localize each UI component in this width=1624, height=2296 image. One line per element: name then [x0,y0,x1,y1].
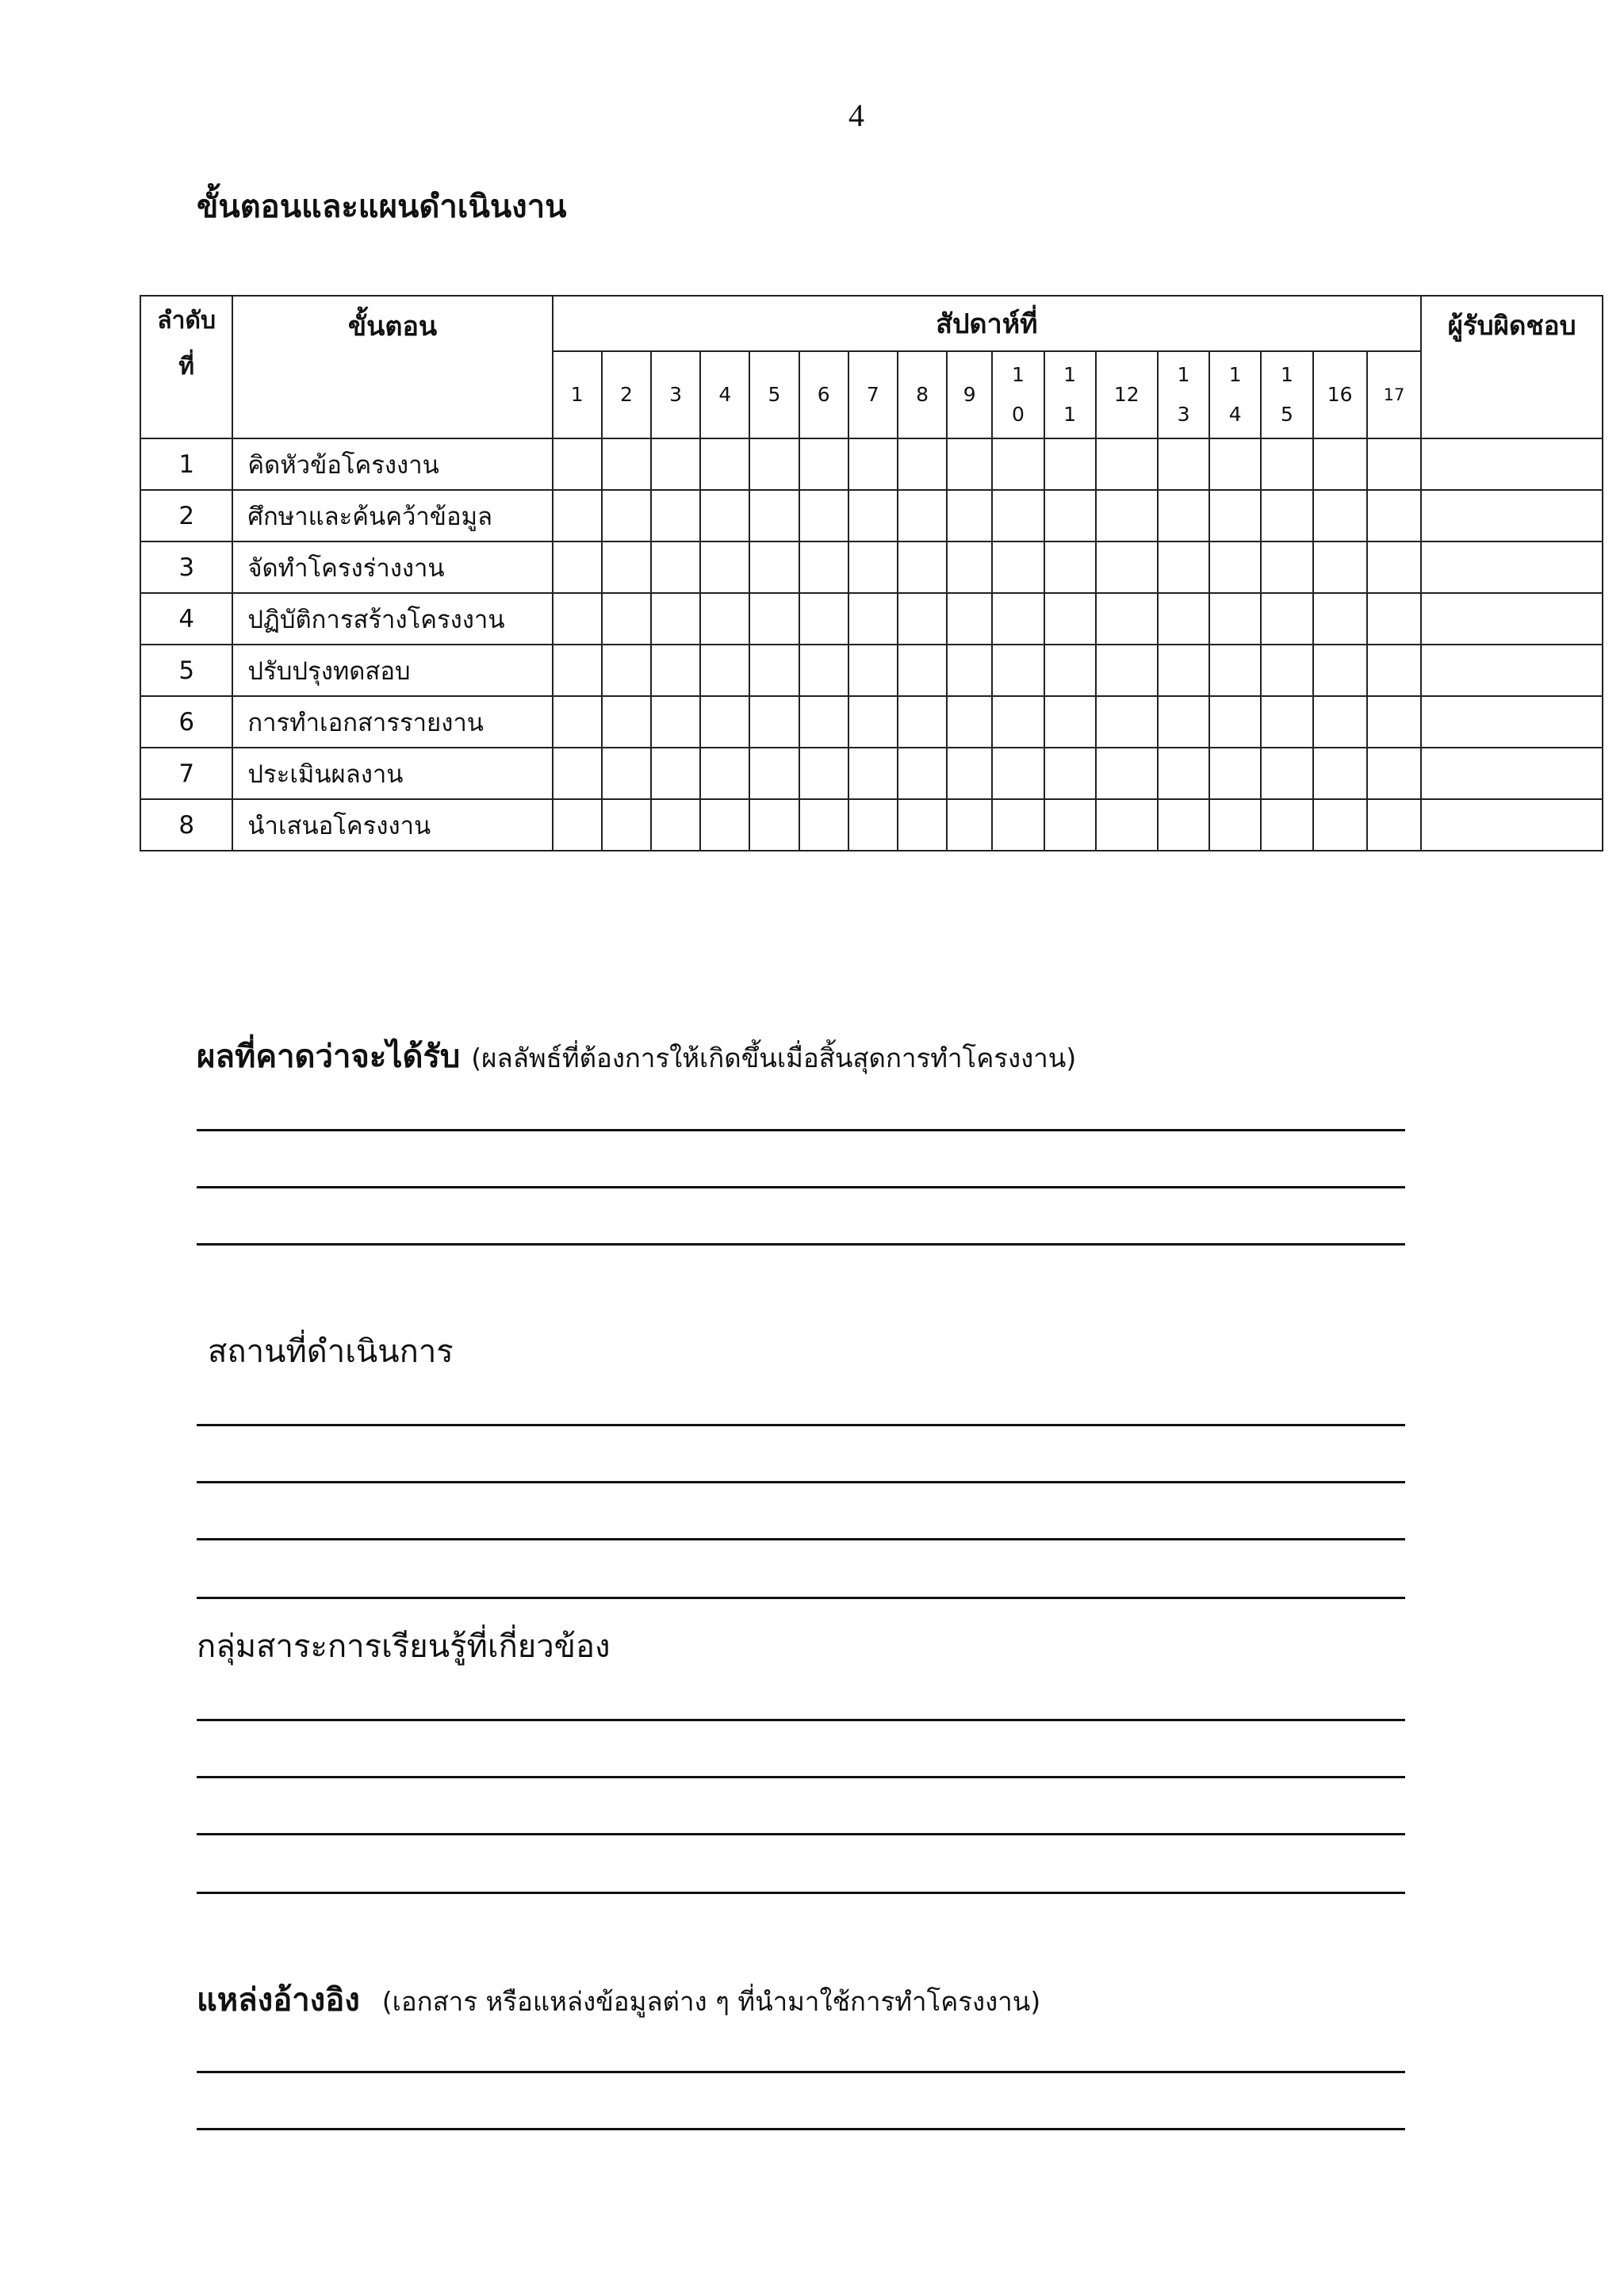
week-cell [700,645,749,696]
week-cell [553,438,602,490]
week-number-header [1096,351,1158,438]
week-cell [1209,593,1261,645]
week-cell [1158,748,1209,799]
week-cell [602,799,651,851]
learning-area-heading: กลุ่มสาระการเรียนรู้ที่เกี่ยวข้อง [197,1628,611,1665]
week-cell [1261,696,1312,748]
week-cell [1313,490,1367,541]
week-cell [1313,799,1367,851]
week-number-part: 8 [916,383,929,406]
week-cell [947,593,992,645]
table-row [140,645,1603,696]
week-cell [898,799,947,851]
week-cell [992,490,1044,541]
week-cell [1158,438,1209,490]
week-cell [700,748,749,799]
week-number-part: 3 [669,383,683,406]
week-cell [1044,645,1096,696]
week-cell [898,490,947,541]
week-cell [1313,438,1367,490]
row-number: 2 [140,490,232,541]
step-name: จัดทำโครงร่างงาน [232,541,552,593]
week-cell [1209,696,1261,748]
week-cell [947,748,992,799]
week-number-header [651,351,700,438]
table-row [140,438,1603,490]
week-cell [1367,490,1421,541]
week-cell [992,438,1044,490]
week-number-header [1367,351,1421,438]
responsible-cell [1421,799,1603,851]
table-row [140,748,1603,799]
week-cell [1096,438,1158,490]
week-cell [700,593,749,645]
week-cell [992,748,1044,799]
week-cell [1313,541,1367,593]
week-number-part: 5 [1280,403,1293,426]
row-number: 8 [140,799,232,851]
week-cell [1044,490,1096,541]
week-cell [848,696,898,748]
week-number-part: 2 [619,383,633,406]
week-number-part: 3 [1177,403,1190,426]
week-cell [992,696,1044,748]
week-cell [1261,593,1312,645]
week-cell [700,541,749,593]
week-cell [898,438,947,490]
answer-line [197,1186,1405,1188]
answer-line [197,2128,1405,2130]
expected-results-subtitle: (ผลลัพธ์ที่ต้องการให้เกิดขึ้นเมื่อสิ้นสุดการทำโครงงาน) [471,1043,1077,1073]
week-cell [700,438,749,490]
responsible-cell [1421,696,1603,748]
week-number-part: 16 [1327,383,1353,406]
order-header-line-1: ลำดับ [157,307,216,335]
week-cell [1158,645,1209,696]
week-cell [651,645,700,696]
week-cell [1158,593,1209,645]
week-cell [1261,490,1312,541]
week-number-part: 5 [768,383,781,406]
answer-line [197,1243,1405,1246]
week-cell [1313,593,1367,645]
week-cell [799,541,848,593]
week-number-header [553,351,602,438]
week-number-part: 1 [1063,403,1077,426]
row-number: 4 [140,593,232,645]
week-number-part: 6 [817,383,830,406]
week-cell [651,438,700,490]
week-number-header [992,351,1044,438]
row-number: 1 [140,438,232,490]
step-name: คิดหัวข้อโครงงาน [232,438,552,490]
week-cell [553,645,602,696]
plan-schedule-table [140,295,1603,851]
week-cell [1096,748,1158,799]
week-cell [1261,541,1312,593]
week-cell [992,541,1044,593]
week-number-part: 1 [1228,363,1242,386]
responsible-cell [1421,748,1603,799]
answer-line [197,1776,1405,1778]
week-cell [1044,748,1096,799]
week-cell [947,541,992,593]
week-number-part: 1 [1177,363,1190,386]
week-cell [749,748,799,799]
week-cell [848,799,898,851]
week-cell [1367,748,1421,799]
order-column-header [140,296,232,438]
week-cell [651,490,700,541]
week-cell [602,541,651,593]
week-cell [602,645,651,696]
week-number-header [1044,351,1096,438]
weeks-column-header: สัปดาห์ที่ [553,296,1422,351]
week-cell [947,696,992,748]
week-cell [749,799,799,851]
week-cell [602,593,651,645]
week-cell [1209,748,1261,799]
table-row [140,593,1603,645]
week-cell [1096,696,1158,748]
week-cell [1096,593,1158,645]
week-cell [1367,799,1421,851]
order-header-line-2: ที่ [178,353,195,381]
week-cell [651,541,700,593]
week-cell [1096,645,1158,696]
week-cell [1158,490,1209,541]
week-cell [1313,696,1367,748]
week-cell [700,696,749,748]
week-number-part: 7 [866,383,879,406]
week-cell [799,748,848,799]
week-cell [848,438,898,490]
week-cell [553,799,602,851]
week-cell [602,438,651,490]
week-cell [602,696,651,748]
week-cell [1367,696,1421,748]
week-cell [799,490,848,541]
week-cell [898,645,947,696]
answer-line [197,1481,1405,1483]
week-number-header [1209,351,1261,438]
table-row [140,799,1603,851]
week-cell [898,748,947,799]
week-cell [1261,645,1312,696]
week-number-part: 4 [718,383,732,406]
week-number-part: 12 [1113,383,1139,406]
answer-line [197,1833,1405,1835]
week-cell [1209,645,1261,696]
week-cell [848,541,898,593]
references-subtitle: (เอกสาร หรือแหล่งข้อมูลต่าง ๆ ที่นำมาใช้การทำโครงงาน) [381,1986,1041,2017]
references-heading [197,1974,1040,2025]
week-cell [1044,799,1096,851]
week-cell [749,696,799,748]
week-number-header [602,351,651,438]
week-cell [553,748,602,799]
row-number: 7 [140,748,232,799]
week-cell [1044,593,1096,645]
references-title: แหล่งอ้างอิง [197,1982,360,2019]
answer-line [197,1719,1405,1721]
week-cell [651,748,700,799]
week-cell [749,490,799,541]
responsible-cell [1421,541,1603,593]
week-cell [651,593,700,645]
week-cell [749,645,799,696]
location-heading: สถานที่ดำเนินการ [208,1334,454,1370]
week-cell [1044,438,1096,490]
week-cell [898,541,947,593]
week-cell [749,593,799,645]
week-cell [553,696,602,748]
week-cell [1096,799,1158,851]
week-cell [1261,438,1312,490]
week-cell [1044,541,1096,593]
week-cell [799,645,848,696]
row-number: 6 [140,696,232,748]
week-cell [700,799,749,851]
week-cell [848,748,898,799]
week-cell [1209,799,1261,851]
week-number-header [1313,351,1367,438]
page-number: 4 [848,98,864,133]
responsible-cell [1421,490,1603,541]
week-number-header [1158,351,1209,438]
week-number-header [749,351,799,438]
week-cell [1044,696,1096,748]
answer-line [197,2071,1405,2073]
week-number-part: 9 [963,383,976,406]
row-number: 3 [140,541,232,593]
week-cell [1367,541,1421,593]
row-number: 5 [140,645,232,696]
week-number-part: 1 [1280,363,1293,386]
week-cell [799,593,848,645]
responsible-cell [1421,645,1603,696]
week-cell [1158,541,1209,593]
week-cell [602,748,651,799]
step-name: การทำเอกสารรายงาน [232,696,552,748]
week-number-part: 4 [1228,403,1242,426]
week-number-part: 1 [570,383,584,406]
answer-line [197,1597,1405,1599]
week-cell [799,799,848,851]
step-name: ประเมินผลงาน [232,748,552,799]
week-number-header [848,351,898,438]
table-row [140,696,1603,748]
week-cell [553,490,602,541]
table-row [140,541,1603,593]
week-cell [1158,799,1209,851]
week-cell [1209,438,1261,490]
week-cell [992,645,1044,696]
week-cell [799,696,848,748]
table-row [140,490,1603,541]
week-cell [749,541,799,593]
week-cell [553,593,602,645]
week-number-header [799,351,848,438]
step-column-header: ขั้นตอน [232,296,552,438]
week-cell [947,438,992,490]
week-number-part: 0 [1011,403,1025,426]
week-cell [1313,748,1367,799]
week-cell [1367,593,1421,645]
week-cell [602,490,651,541]
week-cell [1367,645,1421,696]
week-cell [992,593,1044,645]
step-name: ปฏิบัติการสร้างโครงงาน [232,593,552,645]
week-cell [992,799,1044,851]
step-name: ปรับปรุงทดสอบ [232,645,552,696]
week-cell [947,490,992,541]
week-cell [749,438,799,490]
week-number-part: 1 [1011,363,1025,386]
answer-line [197,1424,1405,1426]
week-cell [1209,490,1261,541]
week-number-part: 1 [1063,363,1077,386]
responsible-column-header: ผู้รับผิดชอบ [1421,296,1603,438]
week-cell [553,541,602,593]
responsible-cell [1421,438,1603,490]
plan-heading: ขั้นตอนและแผนดำเนินงาน [197,189,567,225]
week-cell [1313,645,1367,696]
week-number-header [700,351,749,438]
week-number-header [898,351,947,438]
week-cell [1096,541,1158,593]
week-cell [1367,438,1421,490]
week-number-header [1261,351,1312,438]
week-cell [700,490,749,541]
step-name: ศึกษาและค้นคว้าข้อมูล [232,490,552,541]
week-cell [1261,748,1312,799]
responsible-cell [1421,593,1603,645]
week-cell [848,593,898,645]
answer-line [197,1538,1405,1540]
week-cell [1209,541,1261,593]
week-cell [1096,490,1158,541]
week-cell [848,645,898,696]
week-cell [848,490,898,541]
step-name: นำเสนอโครงงาน [232,799,552,851]
expected-results-heading [197,1031,1076,1081]
week-cell [651,799,700,851]
week-cell [898,593,947,645]
week-cell [898,696,947,748]
week-cell [1261,799,1312,851]
week-cell [799,438,848,490]
week-cell [1158,696,1209,748]
expected-results-title: ผลที่คาดว่าจะได้รับ [197,1039,461,1075]
week-cell [947,645,992,696]
answer-line [197,1892,1405,1894]
week-cell [651,696,700,748]
answer-line [197,1129,1405,1131]
week-number-header [947,351,992,438]
week-number-part: 17 [1383,385,1405,404]
week-cell [947,799,992,851]
